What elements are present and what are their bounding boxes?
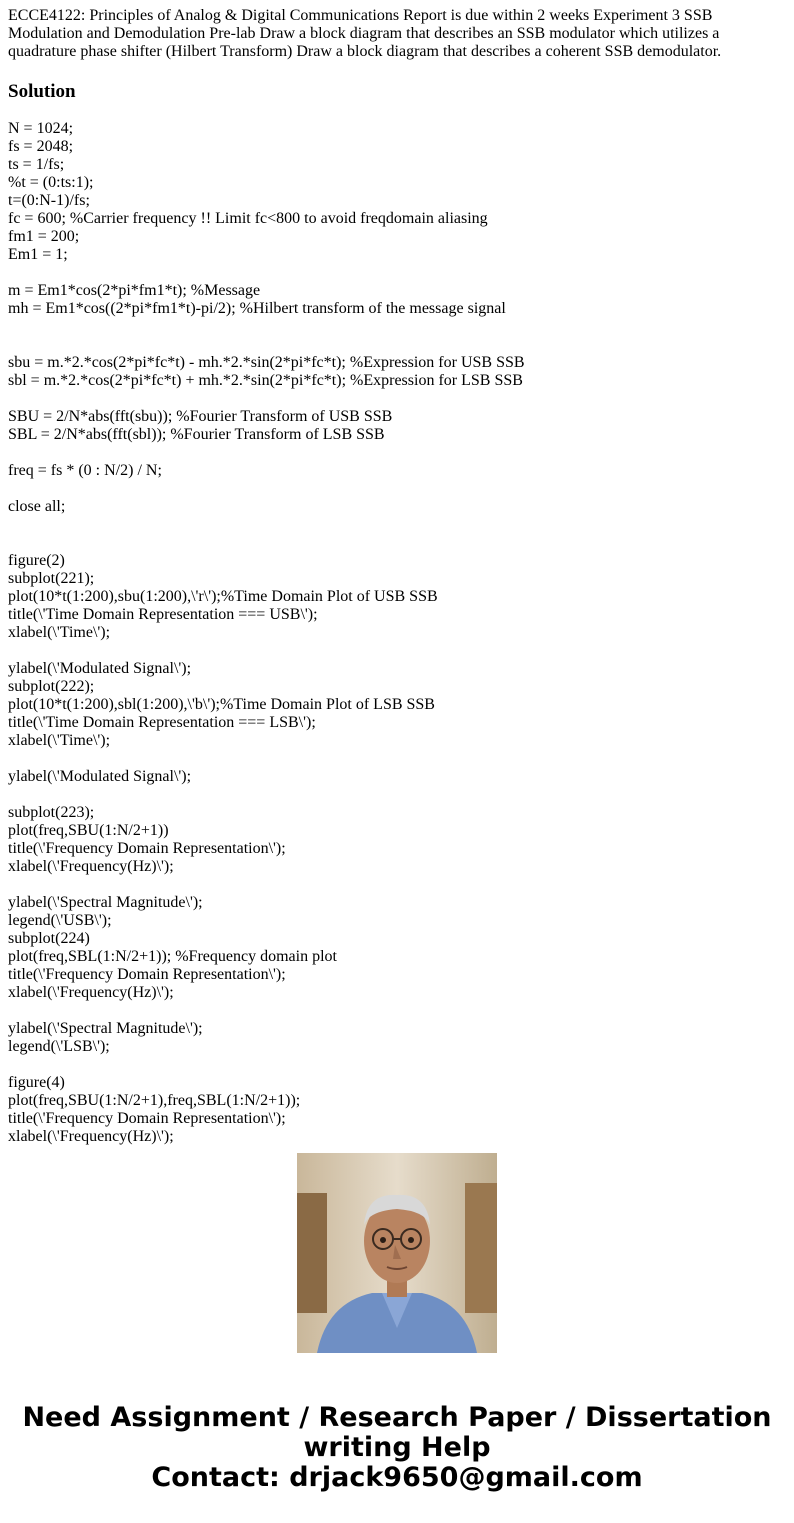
code-line: sbl = m.*2.*cos(2*pi*fc*t) + mh.*2.*sin(2*pi*fc*t); %Expression for LSB SSB — [8, 372, 523, 389]
code-line: %t = (0:ts:1); — [8, 174, 94, 191]
code-line: legend(\'LSB\'); — [8, 1038, 110, 1055]
code-line: xlabel(\'Time\'); — [8, 624, 111, 641]
code-line: ylabel(\'Modulated Signal\'); — [8, 768, 192, 785]
code-line: subplot(224) — [8, 930, 90, 947]
code-line — [8, 750, 768, 768]
code-line — [8, 876, 768, 894]
code-line: plot(freq,SBU(1:N/2+1)) — [8, 822, 169, 839]
code-line: plot(freq,SBL(1:N/2+1)); %Frequency domain plot — [8, 948, 337, 965]
code-line: figure(2) — [8, 552, 65, 569]
code-line — [8, 534, 768, 552]
code-line: N = 1024; — [8, 120, 74, 137]
code-line: fc = 600; %Carrier frequency !! Limit fc<800 to avoid freqdomain aliasing — [8, 210, 488, 227]
code-line: ylabel(\'Spectral Magnitude\'); — [8, 1020, 203, 1037]
code-line — [8, 264, 768, 282]
code-line: xlabel(\'Frequency(Hz)\'); — [8, 984, 174, 1001]
code-line: title(\'Frequency Domain Representation\'); — [8, 1110, 286, 1127]
code-line: title(\'Frequency Domain Representation\'); — [8, 840, 286, 857]
code-line — [8, 1002, 768, 1020]
code-line: ylabel(\'Spectral Magnitude\'); — [8, 894, 203, 911]
code-line: ts = 1/fs; — [8, 156, 65, 173]
code-line: fs = 2048; — [8, 138, 74, 155]
code-line: SBU = 2/N*abs(fft(sbu)); %Fourier Transform of USB SSB — [8, 408, 393, 425]
code-line: subplot(221); — [8, 570, 95, 587]
code-line: plot(10*t(1:200),sbl(1:200),\'b\');%Time Domain Plot of LSB SSB — [8, 696, 435, 713]
code-line: ylabel(\'Modulated Signal\'); — [8, 660, 192, 677]
author-avatar — [297, 1153, 497, 1353]
banner-contact-line: Contact: drjack9650@gmail.com — [151, 1462, 643, 1493]
code-line — [8, 516, 768, 534]
code-line — [8, 390, 768, 408]
contact-banner — [0, 1403, 794, 1493]
code-line: legend(\'USB\'); — [8, 912, 112, 929]
code-line: close all; — [8, 498, 66, 515]
code-line: xlabel(\'Frequency(Hz)\'); — [8, 858, 174, 875]
code-line — [8, 642, 768, 660]
banner-line-1: Need Assignment / Research Paper / Dissertation — [22, 1402, 772, 1433]
code-line: title(\'Frequency Domain Representation\'); — [8, 966, 286, 983]
code-line: figure(4) — [8, 1074, 65, 1091]
code-line: plot(10*t(1:200),sbu(1:200),\'r\');%Time Domain Plot of USB SSB — [8, 588, 438, 605]
code-line: mh = Em1*cos((2*pi*fm1*t)-pi/2); %Hilbert transform of the message signal — [8, 300, 506, 317]
code-line: SBL = 2/N*abs(fft(sbl)); %Fourier Transform of LSB SSB — [8, 426, 385, 443]
code-line: m = Em1*cos(2*pi*fm1*t); %Message — [8, 282, 261, 299]
code-line: plot(freq,SBU(1:N/2+1),freq,SBL(1:N/2+1)); — [8, 1092, 301, 1109]
code-line: Em1 = 1; — [8, 246, 68, 263]
code-line: freq = fs * (0 : N/2) / N; — [8, 462, 162, 479]
code-line: xlabel(\'Frequency(Hz)\'); — [8, 1128, 174, 1145]
code-line: subplot(223); — [8, 804, 95, 821]
banner-line-2: writing Help — [303, 1432, 491, 1463]
code-line: fm1 = 200; — [8, 228, 80, 245]
solution-code-block — [8, 120, 768, 1145]
code-line: title(\'Time Domain Representation === USB\'); — [8, 606, 318, 623]
code-line — [8, 336, 768, 354]
code-line — [8, 318, 768, 336]
code-line: sbu = m.*2.*cos(2*pi*fc*t) - mh.*2.*sin(2*pi*fc*t); %Expression for USB SSB — [8, 354, 525, 371]
code-line — [8, 786, 768, 804]
code-line — [8, 444, 768, 462]
code-line: subplot(222); — [8, 678, 95, 695]
question-text: ECCE4122: Principles of Analog & Digital Communications Report is due within 2 weeks Experiment 3 SSB Modulation and Demodulation Pre-lab Draw a block diagram that describes an SSB modulator which utilizes a quadrature phase shifter (Hilbert Transform) Draw a block diagram that describes a coherent SSB demodulator. — [8, 7, 722, 60]
code-line: xlabel(\'Time\'); — [8, 732, 111, 749]
code-line: t=(0:N-1)/fs; — [8, 192, 90, 209]
solution-heading: Solution — [8, 81, 76, 102]
code-line: title(\'Time Domain Representation === LSB\'); — [8, 714, 316, 731]
code-line — [8, 480, 768, 498]
code-line — [8, 1056, 768, 1074]
